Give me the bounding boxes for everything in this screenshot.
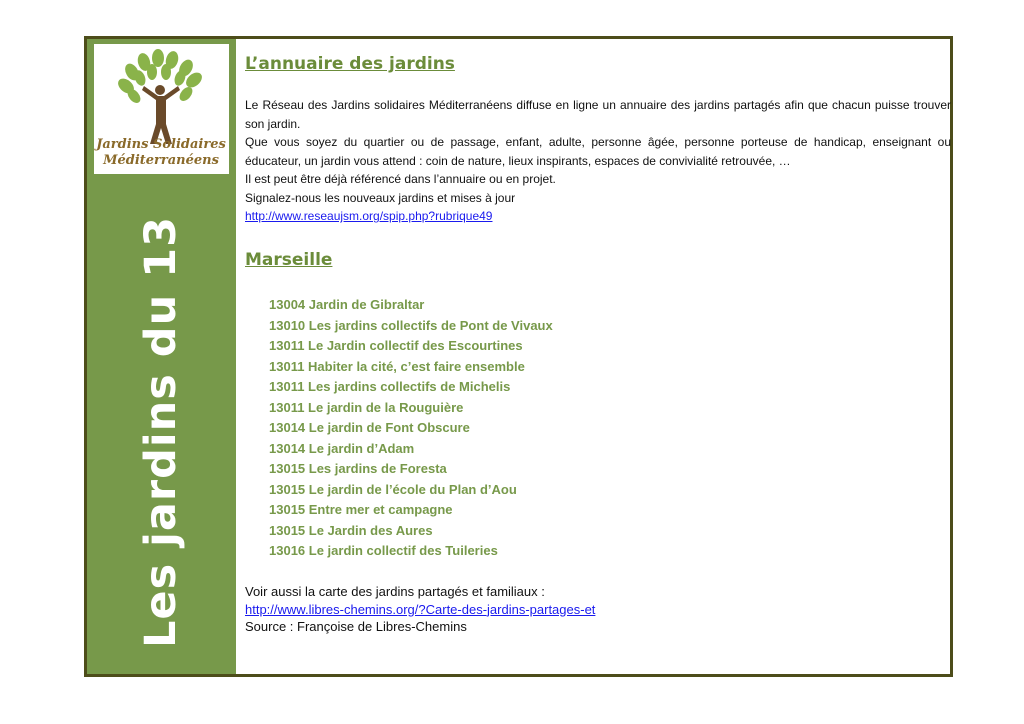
garden-item: 13011 Le Jardin collectif des Escourtines xyxy=(269,338,523,353)
sidebar-title: Les jardins du 13 xyxy=(136,216,186,648)
see-also-text: Voir aussi la carte des jardins partagés et familiaux : xyxy=(245,584,545,599)
garden-item: 13011 Les jardins collectifs de Michelis xyxy=(269,379,511,394)
annuaire-line: Que vous soyez du quartier ou de passage, enfant, adulte, personne âgée, personne porteuse de handicap, enseignant ou éducateur, un jardin vous attend : coin de nature, lieux inspirants, espaces de convivialité retrouvée, … xyxy=(245,135,951,168)
footer xyxy=(245,583,595,636)
logo-line1: Jardins Solidaires xyxy=(96,137,226,152)
garden-item: 13010 Les jardins collectifs de Pont de Vivaux xyxy=(269,317,553,333)
source-text: Source : Françoise de Libres-Chemins xyxy=(245,619,467,634)
garden-item: 13016 Le jardin collectif des Tuileries xyxy=(269,543,498,558)
garden-item: 13004 Jardin de Gibraltar xyxy=(269,297,425,312)
logo-line2: Méditerranéens xyxy=(103,153,219,168)
tree-logo-icon xyxy=(94,44,229,174)
annuaire-link[interactable]: http://www.reseaujsm.org/spip.php?rubrique49 xyxy=(245,209,493,223)
annuaire-line: Signalez-nous les nouveaux jardins et mises à jour xyxy=(245,190,516,205)
garden-item: 13015 Le jardin de l’école du Plan d’Aou xyxy=(269,481,517,497)
main-content xyxy=(242,39,950,674)
sidebar xyxy=(87,39,236,674)
garden-list xyxy=(269,295,553,562)
annuaire-line: Le Réseau des Jardins solidaires Méditerranéens diffuse en ligne un annuaire des jardins partagés afin que chacun puisse trouver son jardin. xyxy=(245,98,951,131)
annuaire-line: Il est peut être déjà référencé dans l’annuaire ou en projet. xyxy=(245,172,556,186)
annuaire-heading: L’annuaire des jardins xyxy=(245,54,455,74)
marseille-heading: Marseille xyxy=(245,250,333,270)
annuaire-text xyxy=(245,96,951,226)
garden-item: 13011 Habiter la cité, c’est faire ensemble xyxy=(269,358,525,374)
garden-item: 13015 Les jardins de Foresta xyxy=(269,461,447,476)
garden-item: 13015 Entre mer et campagne xyxy=(269,502,453,517)
garden-item: 13014 Le jardin de Font Obscure xyxy=(269,420,470,435)
garden-item: 13011 Le jardin de la Rouguière xyxy=(269,399,464,415)
garden-item: 13014 Le jardin d’Adam xyxy=(269,440,415,456)
logo xyxy=(94,44,229,174)
page-frame xyxy=(84,36,953,677)
garden-item: 13015 Le Jardin des Aures xyxy=(269,522,433,538)
map-link[interactable]: http://www.libres-chemins.org/?Carte-des-jardins-partages-et xyxy=(245,601,596,617)
